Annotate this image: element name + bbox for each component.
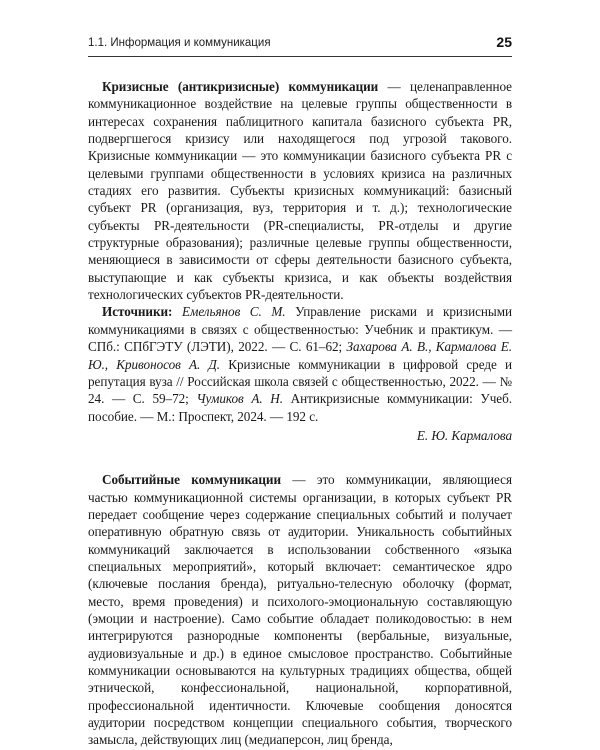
source-author: Захарова А. В., Кармалова Е. Ю., Кривоносов А. Д. [88,339,513,372]
source-text: Кризисные коммуникации в цифровой среде и репутация вуза // Российская школа связей с общественностью, 2022. — № 24. — С. 59–72; [88,356,512,407]
section-title: 1.1. Информация и коммуникация [88,37,271,49]
source-text: Управление рисками и кризисными коммуникациями в связях с общественностью: Учебник и практикум. — СПб.: СПбГЭТУ (ЛЭТИ), 2022. — С. 61–62; [88,304,513,355]
entry-sources [88,303,512,424]
sources-label: Источники: [102,304,173,320]
entry-term: Событийные коммуникации [102,472,281,488]
page-body [88,78,512,749]
source-author: Чумиков А. Н. [196,391,284,407]
author-signature: Е. Ю. Кармалова [416,427,512,443]
source-author: Емельянов С. М. [181,304,286,320]
entry-separator [88,444,512,471]
running-header [88,34,512,57]
page-number: 25 [496,34,512,50]
entry-definition: — целенаправленное коммуникационное воздействие на целевые группы общественности в интересах сохранения паблицитного капитала базисного субъекта PR, подвергшегося кризису или находящегося под угрозой такового. Кризисные коммуникации — это коммуникации базисного субъекта PR с целевыми группами общественности в условиях кризиса на различных стадиях его развития. Субъекты кризисных коммуникаций: базисный субъект PR (организация, вуз, территория и т. д.); технологические субъекты PR-деятельности (PR-специалисты, PR-отделы и другие структурные образования); различные целевые группы общественности, меняющиеся в зависимости от сферы деятельности базисного субъекта, выступающие и как субъекты кризиса, и как объекты воздействия технологических субъектов PR-деятельности. [88,79,512,303]
entry-term: Кризисные (антикризисные) коммуникации [102,79,379,94]
source-text: Антикризисные коммуникации: Учеб. пособие. — М.: Проспект, 2024. — 192 с. [88,391,513,424]
entry-crisis-communications [88,78,512,303]
entry-definition: — это коммуникации, являющиеся частью коммуникационной системы организации, в которых субъект PR передает сообщение через содержание специальных событий и получает оперативную обратную связь от аудитории. Уникальность событийных коммуникаций заключается в использовании собственного «языка специальных мероприятий», который включает: семантическое ядро (ключевые послания бренда), ритуально-телесную оболочку (формат, место, время проведения) и психолого-эмоциональную составляющую (эмоции и настроение). Само событие обладает поликодовостью: в нем интегрируются разнородные компоненты (вербальные, визуальные, аудиовизуальные и др.) в единое смысловое пространство. Событийные коммуникации основываются на культурных традициях общества, общей этнической, конфессиональной, национальной, корпоративной, профессиональной идентичности. Ключевые сообщения доносятся аудитории посредством концепции специального события, творческого замысла, действующих лиц (медиаперсон, лиц бренда, [88,472,513,748]
entry-event-communications [88,471,512,749]
